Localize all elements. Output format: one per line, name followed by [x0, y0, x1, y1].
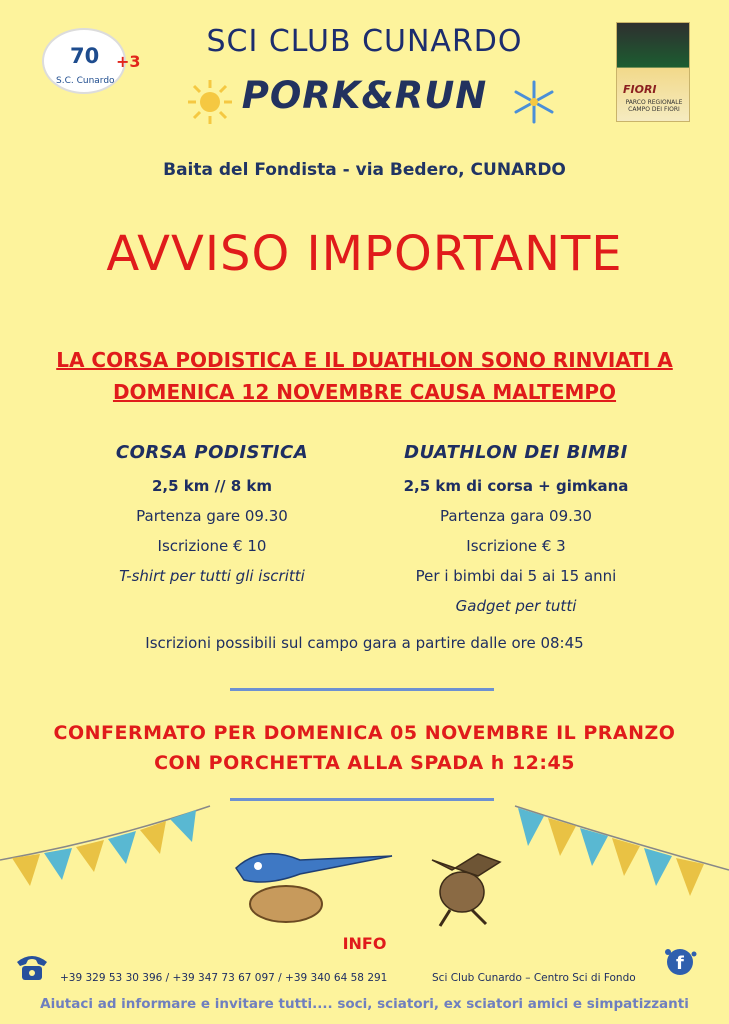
snowflake-icon: [510, 78, 558, 126]
info-label: INFO: [342, 934, 387, 953]
coyote-illustration: [432, 854, 500, 926]
club-footer: Sci Club Cunardo – Centro Sci di Fondo: [432, 972, 636, 984]
svg-text:f: f: [676, 953, 684, 974]
anniversary-plus: +3: [116, 52, 141, 71]
parco-sub: PARCO REGIONALE CAMPO DEI FIORI: [625, 99, 683, 113]
event-location: Baita del Fondista - via Bedero, CUNARDO: [163, 160, 566, 180]
duathlon-iscrizione: Iscrizione € 3: [466, 537, 566, 555]
footer-appeal: Aiutaci ad informare e invitare tutti.... soci, sciatori, ex sciatori amici e simpatizzanti: [40, 996, 689, 1012]
duathlon-distance: 2,5 km di corsa + gimkana: [403, 477, 629, 495]
club-title: SCI CLUB CUNARDO: [206, 24, 523, 59]
corsa-title: CORSA PODISTICA: [115, 442, 309, 463]
postponement-line-2: DOMENICA 12 NOVEMBRE CAUSA MALTEMPO: [112, 380, 617, 404]
duathlon-title: DUATHLON DEI BIMBI: [404, 442, 628, 463]
corsa-iscrizione: Iscrizione € 10: [157, 537, 267, 555]
lunch-line-1: CONFERMATO PER DOMENICA 05 NOVEMBRE IL PRANZO: [53, 722, 676, 744]
postponement-notice: [0, 344, 729, 408]
roadrunner-illustration: [236, 854, 392, 922]
duathlon-eta: Per i bimbi dai 5 ai 15 anni: [415, 567, 617, 585]
corsa-extra: T-shirt per tutti gli iscritti: [119, 567, 305, 585]
parco-title: FIORI: [623, 83, 657, 96]
postponement-line-1: LA CORSA PODISTICA E IL DUATHLON SONO RINVIATI A: [56, 348, 673, 372]
anniversary-number: 70: [70, 44, 100, 68]
anniversary-sub: S.C. Cunardo: [56, 76, 115, 86]
corsa-distance: 2,5 km // 8 km: [151, 477, 273, 495]
duathlon-partenza: Partenza gara 09.30: [440, 507, 592, 525]
event-title: PORK&RUN: [241, 74, 488, 117]
phone-icon: [14, 952, 50, 982]
notice-headline: AVVISO IMPORTANTE: [106, 226, 623, 282]
corsa-partenza: Partenza gare 09.30: [136, 507, 288, 525]
duathlon-column: [366, 442, 666, 615]
facebook-icon[interactable]: [662, 944, 698, 980]
bunting-decoration: [0, 800, 729, 940]
lunch-line-2: CON PORCHETTA ALLA SPADA h 12:45: [154, 752, 575, 774]
corsa-column: [62, 442, 362, 585]
phone-numbers: +39 329 53 30 396 / +39 347 73 67 097 / +39 340 64 58 291: [60, 972, 388, 984]
lunch-confirmation: [0, 718, 729, 778]
separator-top: [230, 688, 494, 691]
duathlon-extra: Gadget per tutti: [455, 597, 577, 615]
iscrizioni-note: Iscrizioni possibili sul campo gara a partire dalle ore 08:45: [145, 634, 584, 652]
